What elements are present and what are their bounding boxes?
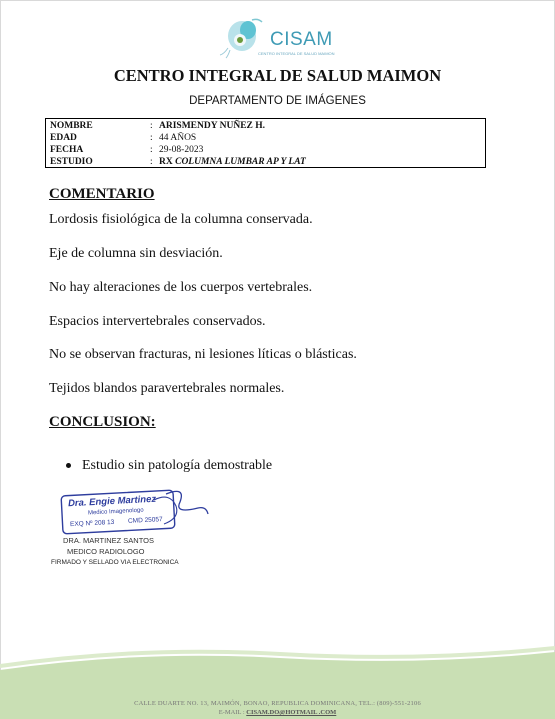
study-prefix: RX <box>159 157 173 167</box>
study-label: ESTUDIO <box>50 157 93 167</box>
comment-line: Eje de columna sin desviación. <box>49 246 223 261</box>
electronic-signature-note: FIRMADO Y SELLADO VIA ELECTRONICA <box>51 559 179 566</box>
comment-line: Espacios intervertebrales conservados. <box>49 314 266 329</box>
logo-tagline: CENTRO INTEGRAL DE SALUD MAIMON <box>258 51 335 56</box>
bullet-icon <box>66 463 71 468</box>
name-value: ARISMENDY NUÑEZ H. <box>159 121 266 131</box>
stamp-exq: EXQ Nº 208 13 <box>69 518 115 529</box>
cisam-logo <box>218 14 338 60</box>
colon: : <box>150 133 153 143</box>
document-title: CENTRO INTEGRAL DE SALUD MAIMON <box>113 66 442 85</box>
conclusion-item: Estudio sin patología demostrable <box>82 458 273 473</box>
stamp-name: Dra. Engie Martinez <box>67 493 157 510</box>
colon: : <box>150 121 153 131</box>
date-value: 29-08-2023 <box>159 145 204 155</box>
study-value <box>159 156 306 168</box>
email-link[interactable]: CISAM.DO@HOTMAIL .COM <box>246 709 337 716</box>
date-label: FECHA <box>50 145 84 155</box>
age-value: 44 AÑOS <box>159 133 197 143</box>
stamp-cmd: CMD 25057 <box>127 516 163 525</box>
comment-heading: COMENTARIO <box>49 186 155 202</box>
doctor-name: DRA. MARTINEZ SANTOS <box>63 536 154 545</box>
footer-address: CALLE DUARTE NO. 13, MAIMÓN, BONAO, REPUBLICA DOMINICANA, TEL.: (809)-551-2106 <box>134 700 421 707</box>
study-name: COLUMNA LUMBAR AP Y LAT <box>175 157 306 167</box>
footer-email-line <box>0 709 555 716</box>
comment-line: Tejidos blandos paravertebrales normales. <box>49 381 285 396</box>
patient-info-box <box>45 118 486 168</box>
colon: : <box>150 157 153 167</box>
age-label: EDAD <box>50 133 77 143</box>
name-label: NOMBRE <box>50 121 93 131</box>
colon: : <box>150 145 153 155</box>
conclusion-heading: CONCLUSION: <box>49 414 156 430</box>
comment-line: No hay alteraciones de los cuerpos vertebrales. <box>49 280 313 295</box>
footer-wave <box>0 640 555 719</box>
department-title: DEPARTAMENTO DE IMÁGENES <box>189 95 366 107</box>
logo-brand: CISAM <box>270 29 333 50</box>
stamp-role: Medico Imagenologo <box>87 507 144 517</box>
email-label: E-MAIL : <box>218 709 245 716</box>
comment-line: No se observan fracturas, ni lesiones líticas o blásticas. <box>49 347 357 362</box>
comment-line: Lordosis fisiológica de la columna conservada. <box>49 212 313 227</box>
doctor-role: MEDICO RADIOLOGO <box>67 547 145 556</box>
doctor-stamp <box>58 484 210 536</box>
